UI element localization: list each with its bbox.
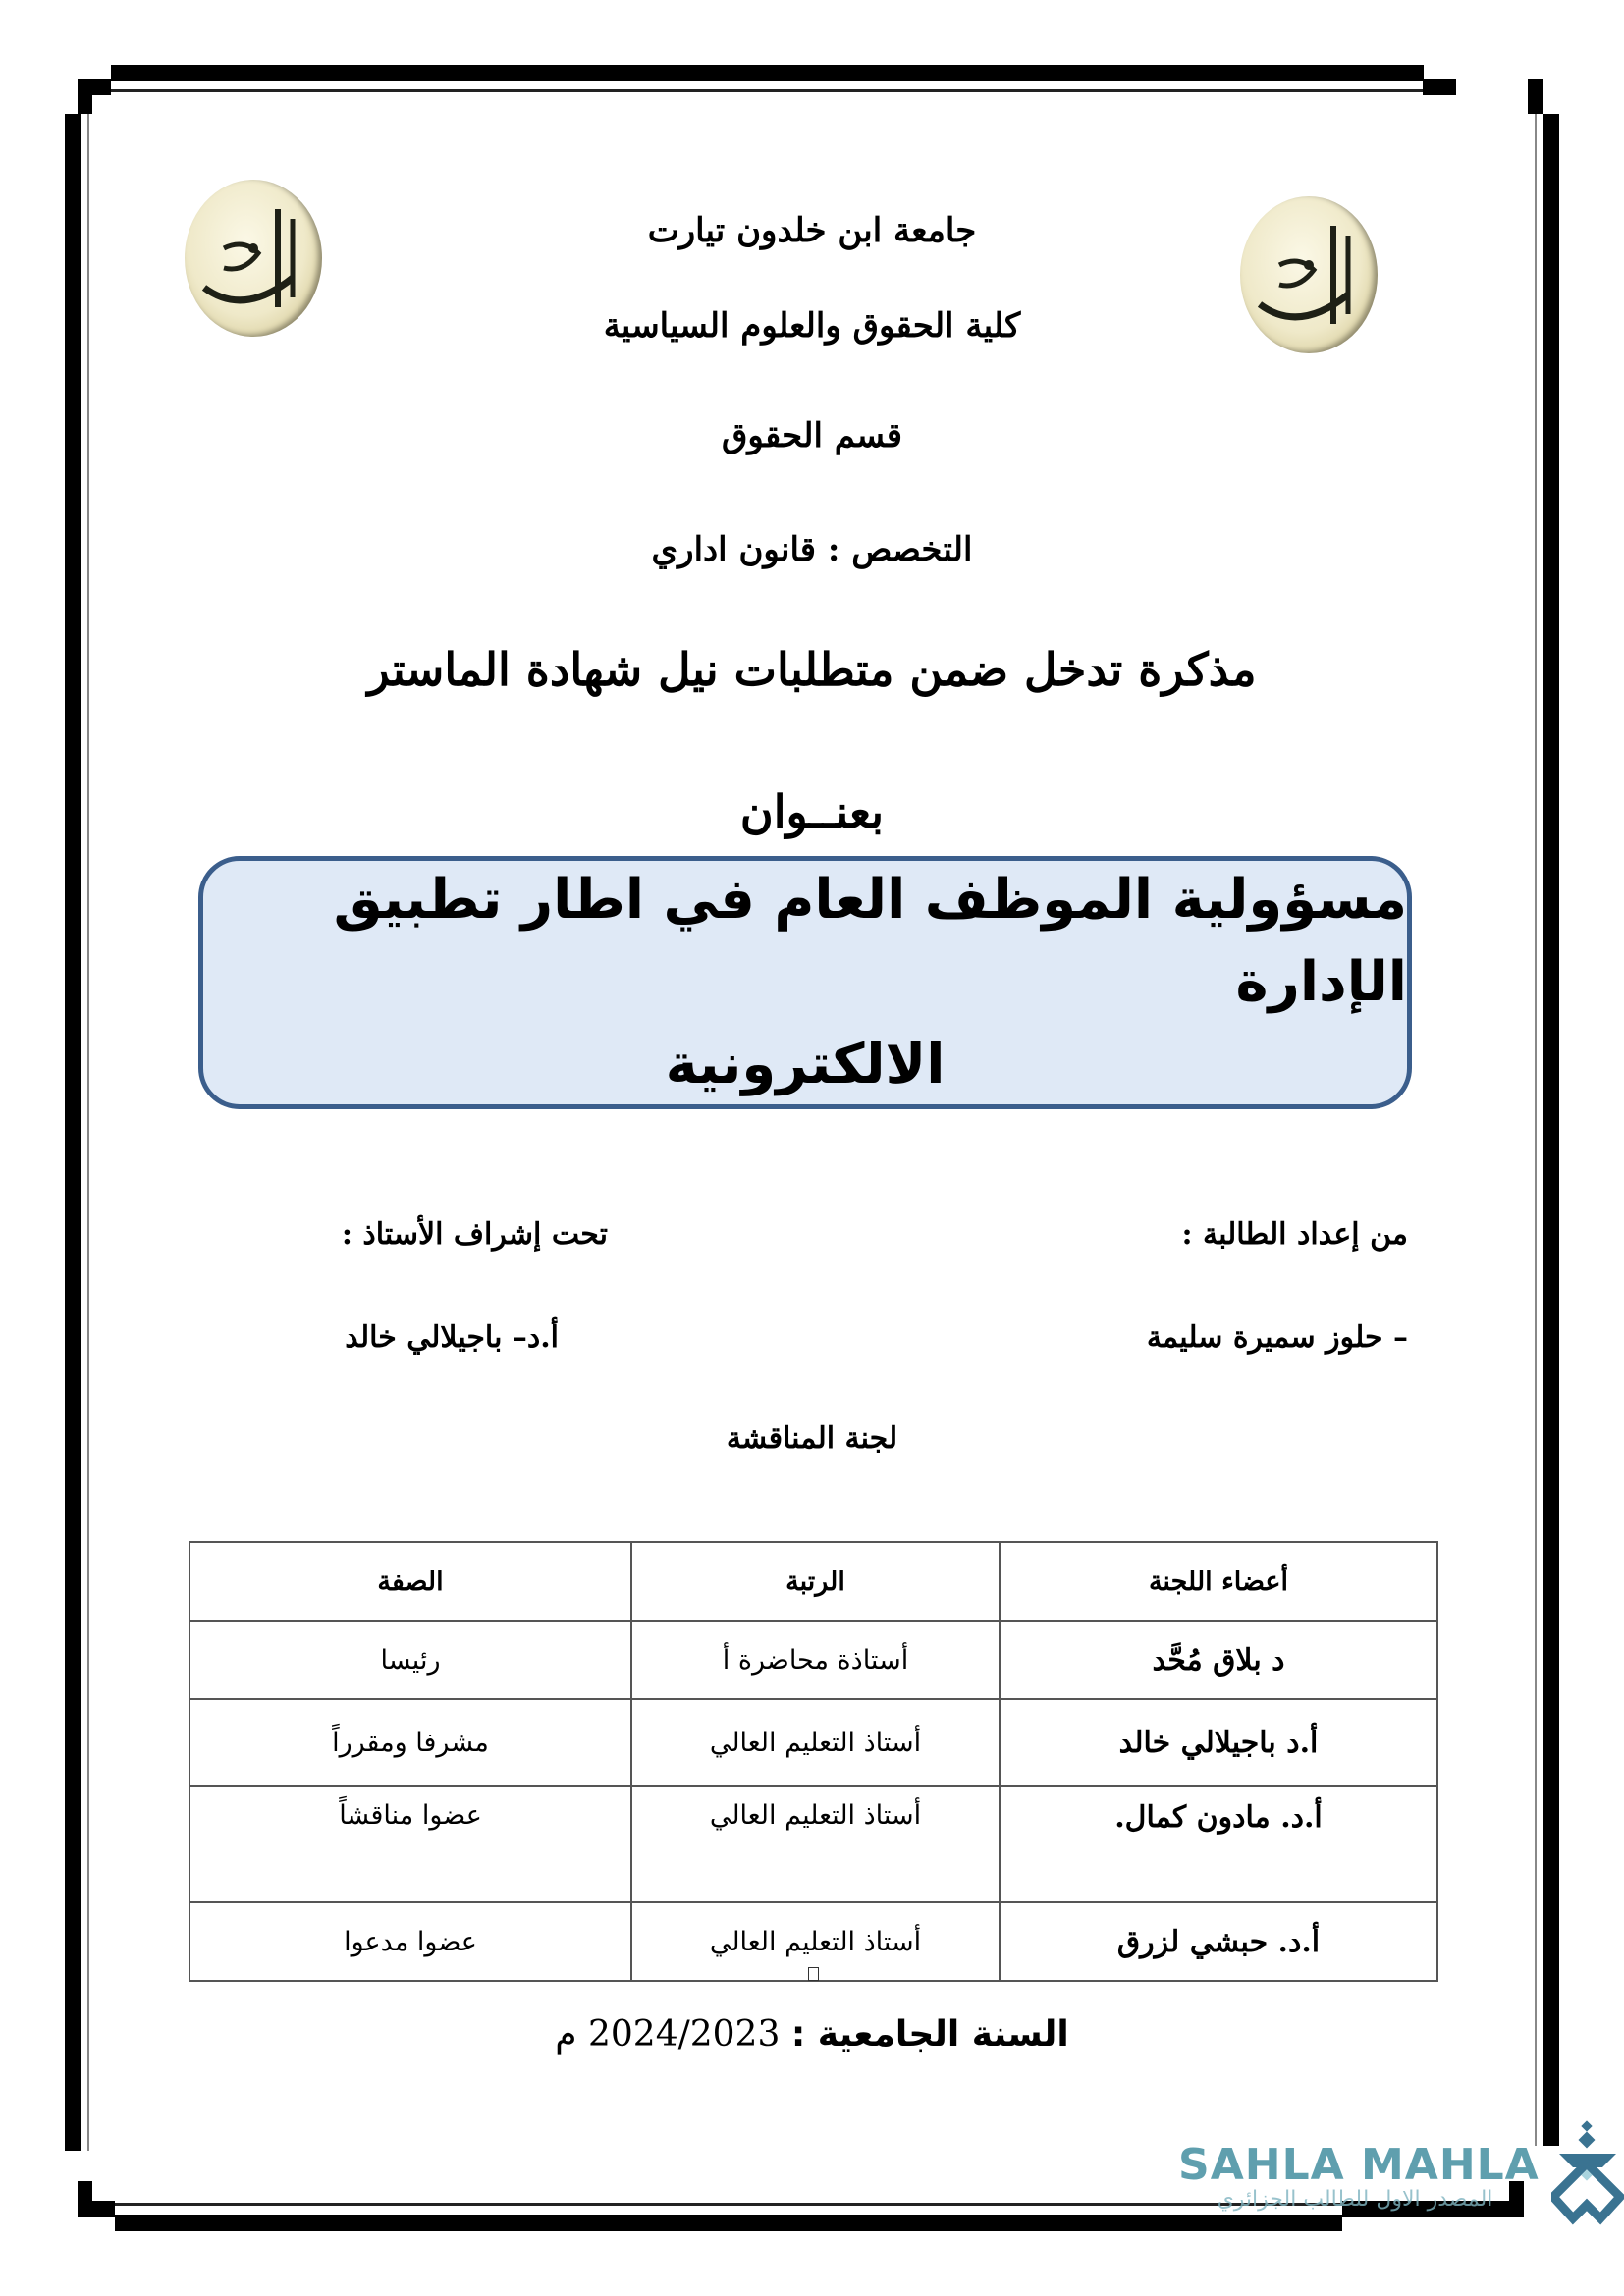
corner-tr-a	[1423, 79, 1456, 95]
member-role: مشرفا ومقرراً	[189, 1699, 631, 1786]
member-role: عضوا مدعوا	[189, 1902, 631, 1981]
corner-tl-b	[78, 79, 92, 114]
corner-tr-b	[1528, 79, 1543, 114]
border-bottom-thick	[115, 2215, 1342, 2231]
header-rank: الرتبة	[631, 1542, 1000, 1621]
table-row	[189, 1699, 1437, 1786]
member-rank: أستاذة محاضرة أ	[631, 1621, 1000, 1699]
member-rank: أستاذ التعليم العالي	[631, 1786, 1000, 1902]
thesis-title-box	[198, 856, 1412, 1109]
member-name: أ.د. مادون كمال.	[1000, 1786, 1437, 1902]
paragraph-mark	[808, 1967, 819, 1981]
specialization: التخصص : قانون اداري	[651, 530, 973, 569]
member-name: أ.د باجيلالي خالد	[1000, 1699, 1437, 1786]
corner-bl-b	[78, 2201, 115, 2217]
academic-year	[0, 2014, 1624, 2055]
academic-year-label: السنة الجامعية :	[790, 2014, 1069, 2055]
committee-table	[189, 1541, 1438, 1982]
watermark-tagline: المصدر الاول للطالب الجزائري	[1217, 2187, 1493, 2212]
title-label: بعنــوان	[739, 785, 885, 838]
border-top-thick	[111, 65, 1424, 81]
university-name: جامعة ابن خلدون تيارت	[647, 211, 977, 250]
table-row	[189, 1621, 1437, 1699]
member-name: أ.د. حبشي لزرق	[1000, 1902, 1437, 1981]
sahla-mahla-logo-icon	[1551, 2120, 1624, 2228]
thesis-title-line-2: الالكترونية	[665, 1033, 946, 1096]
committee-label: لجنة المناقشة	[726, 1421, 898, 1456]
supervisor-label: تحت إشراف الأستاذ :	[341, 1217, 608, 1252]
table-header-row	[189, 1542, 1437, 1621]
watermark-brand: SAHLA MAHLA	[1178, 2140, 1540, 2190]
faculty-name: كلية الحقوق والعلوم السياسية	[603, 306, 1021, 346]
academic-year-value: 2024/2023 م	[555, 2014, 781, 2055]
member-name: د بلاق مُحَّد	[1000, 1621, 1437, 1699]
supervisor-name: أ.د– باجيلالي خالد	[345, 1320, 559, 1355]
member-rank: أستاذ التعليم العالي	[631, 1902, 1000, 1981]
thesis-title-line-1: مسؤولية الموظف العام في اطار تطبيق الإدارة	[333, 868, 1407, 1014]
border-top-thin	[111, 89, 1424, 92]
header-members: أعضاء اللجنة	[1000, 1542, 1437, 1621]
department-name: قسم الحقوق	[722, 416, 902, 455]
table-row	[189, 1786, 1437, 1902]
student-name: – حلوز سميرة سليمة	[1146, 1320, 1408, 1355]
member-role: عضوا مناقشاً	[189, 1786, 631, 1902]
prepared-by-label: من إعداد الطالبة :	[1181, 1217, 1408, 1252]
member-rank: أستاذ التعليم العالي	[631, 1699, 1000, 1786]
memo-purpose: مذكرة تدخل ضمن متطلبات نيل شهادة الماستر	[367, 643, 1257, 696]
member-role: رئيسا	[189, 1621, 631, 1699]
header-role: الصفة	[189, 1542, 631, 1621]
